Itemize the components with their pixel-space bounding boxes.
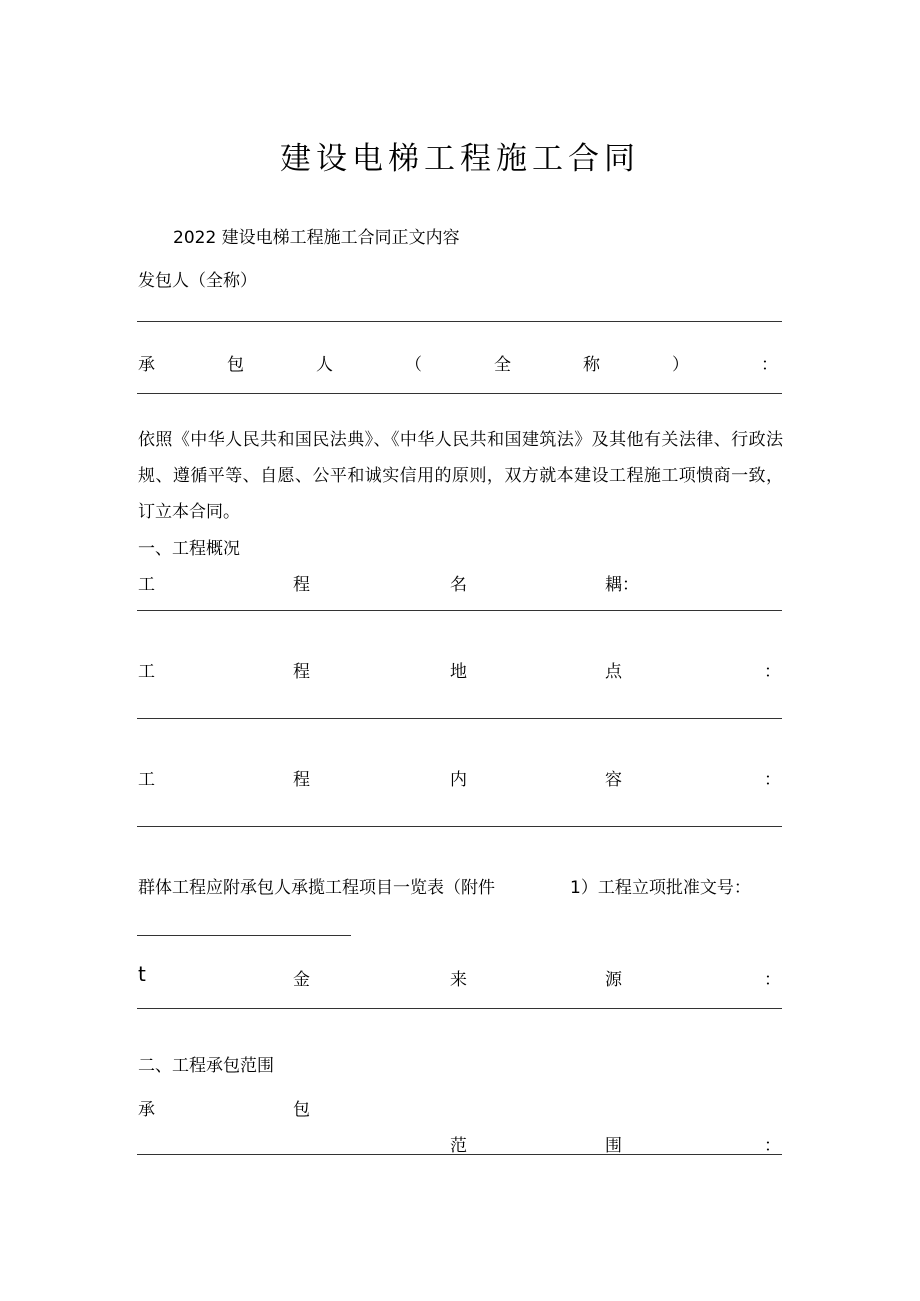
project-content-char: 程 — [293, 770, 310, 790]
project-content-char: ： — [764, 770, 781, 790]
project-content-char: 工 — [138, 770, 155, 790]
contractor-char: ） — [672, 355, 689, 375]
project-name-char: 耦： — [605, 575, 639, 595]
contractor-char: 称 — [583, 355, 600, 375]
contractor-char: 包 — [227, 355, 244, 375]
document-subtitle: 2022 建设电梯工程施工合同正文内容 — [173, 228, 460, 248]
preamble-paragraph: 依照《中华人民共和国民法典》、《中华人民共和国建筑法》及其他有关法律、行政法规、遵循平等、自愿、公平和诚实信用的原则，双方就本建设工程施工项愦商一致，订立本合同。 — [138, 430, 783, 522]
project-location-char: 工 — [138, 662, 155, 682]
funding-fill-line — [137, 1008, 782, 1009]
project-location-char: 地 — [450, 662, 467, 682]
project-content-fill-line — [137, 826, 782, 827]
scope-char: 包 — [293, 1100, 310, 1120]
project-location-char: 程 — [293, 662, 310, 682]
employer-label: 发包人（全称） — [138, 271, 257, 291]
project-location-char: ： — [764, 662, 781, 682]
funding-char: 源 — [605, 970, 622, 990]
approval-number-label: 1）工程立项批准文号： — [570, 878, 751, 898]
project-name-char: 工 — [138, 575, 155, 595]
project-location-fill-line — [137, 718, 782, 719]
project-name-char: 名 — [450, 575, 467, 595]
contractor-label — [138, 350, 778, 375]
funding-char: ： — [764, 970, 781, 990]
section2-heading: 二、工程承包范围 — [138, 1056, 274, 1076]
scope-char: 范 — [450, 1136, 467, 1156]
scope-fill-line — [137, 1154, 782, 1155]
project-location-char: 点 — [605, 662, 622, 682]
scope-char: 承 — [138, 1100, 155, 1120]
approval-number-fill-line — [137, 935, 351, 936]
contractor-char: 承 — [138, 355, 155, 375]
scope-char: 围 — [605, 1136, 622, 1156]
funding-char: 金 — [293, 970, 310, 990]
document-title: 建设电梯工程施工合同 — [280, 141, 640, 177]
group-project-text: 群体工程应附承包人承揽工程项目一览表（附件 — [138, 878, 495, 898]
funding-char: 来 — [450, 970, 467, 990]
project-name-fill-line — [137, 610, 782, 611]
contractor-char: （ — [405, 355, 422, 375]
contractor-char: 人 — [316, 355, 333, 375]
project-content-char: 容 — [605, 770, 622, 790]
contractor-char: 全 — [494, 355, 511, 375]
section1-heading: 一、工程概况 — [138, 539, 240, 559]
project-name-char: 程 — [293, 575, 310, 595]
contractor-char: ： — [761, 355, 778, 375]
employer-fill-line — [137, 321, 782, 322]
contractor-fill-line — [137, 393, 782, 394]
scope-char: ： — [764, 1136, 781, 1156]
project-content-char: 内 — [450, 770, 467, 790]
funding-char: t — [138, 962, 146, 986]
